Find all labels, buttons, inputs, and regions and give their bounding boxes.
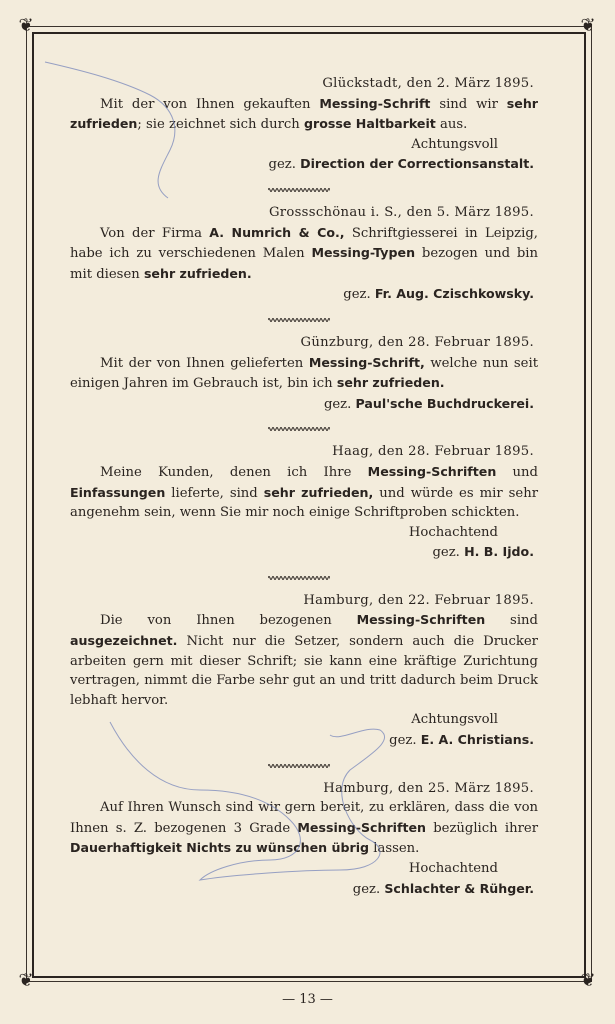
entry-text bbox=[70, 462, 538, 523]
body-text: lieferte, sind bbox=[165, 485, 264, 501]
entry-greeting: Hochachtend bbox=[408, 524, 498, 540]
testimonial-entry bbox=[70, 442, 538, 563]
corner-ornament-icon: ❦ bbox=[18, 15, 34, 36]
signature-name: E. A. Christians. bbox=[420, 732, 534, 748]
emphasis-text: sehr zufrieden. bbox=[143, 265, 252, 281]
emphasis-text: A. Numrich & Co., bbox=[209, 224, 345, 240]
testimonial-entry bbox=[70, 203, 538, 305]
entry-signature bbox=[70, 730, 534, 751]
body-text: Mit der von Ihnen gelieferten bbox=[100, 355, 309, 371]
entry-signature bbox=[70, 154, 534, 175]
emphasis-text: Einfassungen bbox=[70, 484, 166, 500]
testimonial-entry bbox=[70, 74, 538, 175]
entry-place-date: Grossschönau i. S., den 5. März 1895. bbox=[268, 204, 534, 220]
entry-text bbox=[70, 798, 538, 859]
entry-text bbox=[70, 353, 538, 394]
testimonial-entry bbox=[70, 333, 538, 414]
wavy-divider bbox=[268, 424, 330, 434]
entry-signature bbox=[70, 542, 534, 563]
body-text: Nicht nur die Setzer, sondern auch die Drucker arbeiten gern mit dieser Schrift; sie kann eine kräftige Zurichtung vertragen, nimmt die Farbe sehr gut an und tritt dadurch beim Druck lebhaft hervor. bbox=[70, 634, 538, 708]
body-text: bezüglich ihrer bbox=[426, 820, 538, 836]
testimonial-entry bbox=[70, 591, 538, 751]
entry-place-date: Haag, den 28. Februar 1895. bbox=[332, 444, 534, 460]
entry-signature bbox=[70, 284, 534, 305]
signature-name: Schlachter & Rühger. bbox=[384, 880, 534, 896]
body-text: bezogen und bin mit diesen bbox=[70, 246, 539, 282]
body-text: Schriftgiesserei in Leipzig, habe ich zu verschiedenen Malen bbox=[70, 225, 538, 262]
body-text: ; sie zeichnet sich durch bbox=[137, 117, 304, 133]
body-text: sind wir bbox=[430, 96, 507, 112]
entry-text bbox=[70, 94, 538, 135]
signature-name: Fr. Aug. Czischkowsky. bbox=[374, 286, 534, 302]
signature-name: H. B. Ijdo. bbox=[464, 544, 534, 560]
emphasis-text: sehr zufrieden, bbox=[263, 484, 374, 500]
testimonial-entry bbox=[70, 779, 538, 900]
entry-signature bbox=[70, 394, 534, 415]
signature-prefix: gez. bbox=[432, 545, 460, 561]
emphasis-text: Messing-Schriften bbox=[356, 612, 486, 628]
body-text: aus. bbox=[435, 117, 468, 133]
body-text: lassen. bbox=[369, 841, 420, 857]
entry-place-date: Glückstadt, den 2. März 1895. bbox=[322, 76, 534, 91]
entry-greeting: Hochachtend bbox=[408, 861, 498, 876]
entry-place-date: Günzburg, den 28. Februar 1895. bbox=[300, 334, 534, 350]
signature-prefix: gez. bbox=[389, 733, 417, 749]
testimonials-list bbox=[70, 74, 538, 903]
body-text: Von der Firma bbox=[100, 225, 210, 241]
entry-greeting: Achtungsvoll bbox=[411, 712, 498, 728]
signature-prefix: gez. bbox=[323, 396, 352, 412]
wavy-divider bbox=[268, 185, 330, 195]
emphasis-text: Messing-Schriften bbox=[367, 463, 497, 479]
body-text: und würde es mir sehr angenehm sein, wenn Sie mir noch einige Schriftproben schickten. bbox=[70, 485, 539, 521]
entry-text bbox=[70, 223, 538, 285]
corner-ornament-icon: ❦ bbox=[18, 970, 34, 991]
emphasis-text: Dauerhaftigkeit Nichts zu wünschen übrig bbox=[70, 840, 370, 856]
signature-name: Paul'sche Buchdruckerei. bbox=[355, 395, 534, 411]
body-text: Auf Ihren Wunsch sind wir gern bereit, zu erklären, dass die von Ihnen s. Z. bezogenen 3 Grade bbox=[70, 800, 538, 836]
signature-name: Direction der Correctionsanstalt. bbox=[300, 156, 534, 172]
body-text: Meine Kunden, denen ich Ihre bbox=[100, 464, 368, 480]
emphasis-text: sehr zufrieden bbox=[70, 95, 538, 132]
entry-place-date: Hamburg, den 25. März 1895. bbox=[323, 780, 534, 796]
emphasis-text: Messing-Schrift bbox=[319, 95, 431, 111]
wavy-divider bbox=[268, 761, 330, 771]
body-text: sind bbox=[485, 613, 538, 629]
emphasis-text: ausgezeichnet. bbox=[70, 633, 178, 649]
body-text: und bbox=[496, 464, 538, 480]
wavy-divider bbox=[268, 573, 330, 583]
signature-prefix: gez. bbox=[352, 881, 381, 897]
corner-ornament-icon: ❦ bbox=[580, 970, 596, 991]
corner-ornament-icon: ❦ bbox=[580, 15, 596, 36]
wavy-divider bbox=[268, 315, 330, 325]
signature-prefix: gez. bbox=[268, 157, 296, 173]
emphasis-text: Messing-Schriften bbox=[297, 819, 426, 835]
emphasis-text: grosse Haltbarkeit bbox=[304, 116, 436, 132]
body-text: Die von Ihnen bezogenen bbox=[100, 613, 357, 629]
emphasis-text: Messing-Typen bbox=[311, 245, 416, 261]
entry-text bbox=[70, 610, 538, 710]
body-text: welche nun seit einigen Jahren im Gebrauch ist, bin ich bbox=[70, 355, 539, 392]
entry-signature bbox=[70, 879, 534, 900]
signature-prefix: gez. bbox=[343, 287, 371, 303]
emphasis-text: Messing-Schrift, bbox=[308, 354, 425, 370]
emphasis-text: sehr zufrieden. bbox=[336, 375, 445, 391]
page-number: — 13 — bbox=[282, 992, 333, 1007]
entry-greeting: Achtungsvoll bbox=[411, 136, 498, 152]
entry-place-date: Hamburg, den 22. Februar 1895. bbox=[303, 592, 534, 608]
body-text: Mit der von Ihnen gekauften bbox=[100, 96, 320, 112]
